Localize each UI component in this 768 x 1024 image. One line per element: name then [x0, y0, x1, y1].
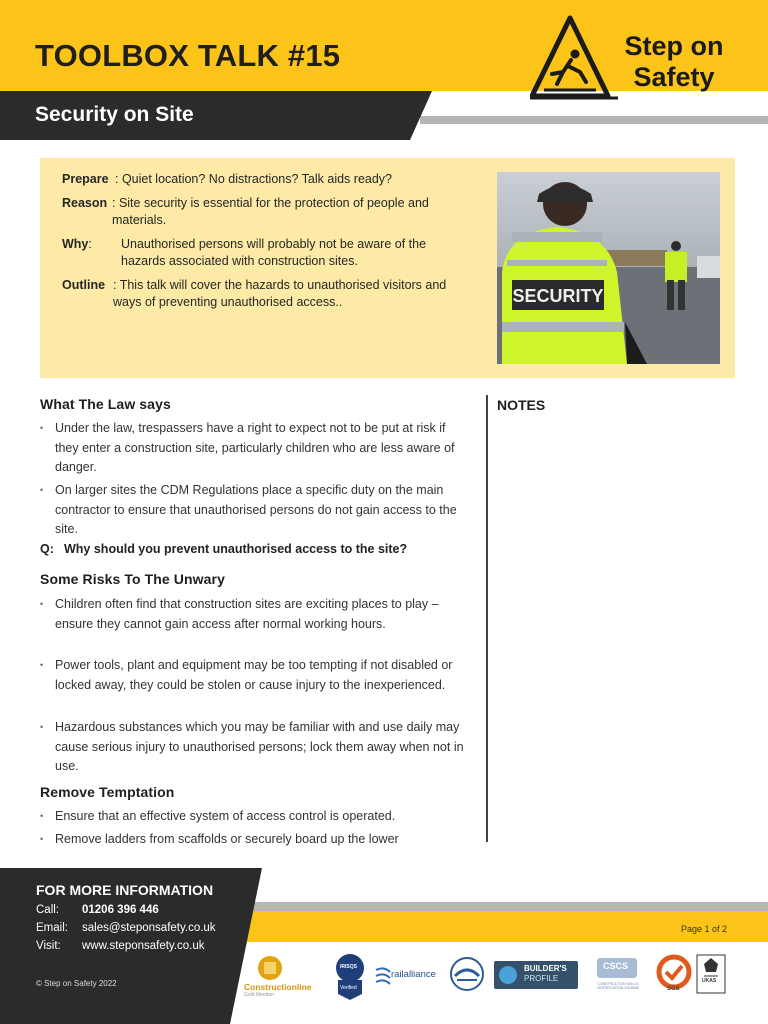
accreditation-logos [244, 952, 744, 1004]
slip-figure-body-icon [552, 60, 586, 84]
safe-contractor-icon [449, 956, 485, 992]
page-number: Page 1 of 2 [681, 924, 728, 934]
railalliance-logo [374, 952, 444, 1000]
bullet-icon: • [40, 722, 44, 732]
builders-profile-text-2: PROFILE [524, 974, 559, 983]
risks-item-3 [40, 718, 470, 777]
logo-line-1: Step on [624, 31, 724, 61]
reason-text: : Site security is essential for the protection of people and materials. [112, 196, 429, 227]
risks-item-1 [40, 595, 470, 634]
logo-line-2: Safety [633, 62, 715, 92]
railalliance-icon [374, 966, 392, 988]
cscs-sub: CONSTRUCTION SKILLS CERTIFICATION SCHEME [596, 982, 640, 990]
irisqs-sub: Verified [340, 985, 357, 991]
page-title: TOOLBOX TALK #15 [35, 38, 341, 73]
slip-figure-head-icon [571, 50, 580, 59]
warning-triangle-icon [532, 18, 608, 96]
why-text: Unauthorised persons will probably not be aware of the hazards associated with construction sites. [121, 237, 427, 268]
logo-wordmark [612, 31, 736, 93]
notes-heading: NOTES [497, 397, 546, 413]
bullet-icon: • [40, 423, 44, 433]
law-item-2-text: On larger sites the CDM Regulations place a specific duty on the main contractor to ensure that unauthorised persons do not gain access to the site. [55, 483, 457, 536]
temptation-item-1-text: Ensure that an effective system of access control is operated. [55, 809, 396, 823]
ukas-text: UKAS [702, 978, 717, 984]
bullet-icon: • [40, 599, 44, 609]
website-link[interactable]: www.steponsafety.co.uk [82, 940, 205, 952]
sgs-logo [654, 952, 694, 1000]
ukas-logo [696, 952, 730, 1000]
law-item-1 [40, 419, 470, 478]
header-grey-rule [420, 116, 768, 124]
sgs-text: SGS [667, 986, 680, 992]
footer-grey-rule [232, 902, 768, 911]
risks-heading: Some Risks To The Unwary [40, 571, 225, 587]
builders-profile-logo [494, 952, 578, 1000]
footer-email [36, 922, 216, 934]
footer-heading: FOR MORE INFORMATION [36, 882, 214, 898]
constructionline-text: Constructionline [244, 982, 312, 992]
visit-label: Visit: [36, 940, 61, 952]
irisqs-logo [334, 952, 366, 1000]
irisqs-text: IRISQS [340, 964, 357, 970]
page-subtitle: Security on Site [35, 103, 194, 126]
risks-item-2 [40, 656, 470, 695]
risks-item-1-text: Children often find that construction sites are exciting places to play – ensure they cannot gain access after normal working hours. [55, 597, 439, 631]
outline-label: Outline [62, 278, 106, 292]
law-item-1-text: Under the law, trespassers have a right to expect not to be put at risk if they enter a construction site, particularly children who are less aware of danger. [55, 421, 455, 474]
safe-contractor-logo [449, 952, 485, 1000]
constructionline-sub: Gold Member [244, 992, 275, 998]
security-photo-illustration [497, 172, 720, 364]
question-label: Q: [40, 542, 54, 556]
railalliance-text: railalliance [391, 969, 436, 980]
law-item-2 [40, 481, 470, 540]
irisqs-badge-icon [334, 952, 366, 1000]
prepare-text: : Quiet location? No distractions? Talk aids ready? [115, 172, 393, 186]
outline-text: : This talk will cover the hazards to unauthorised visitors and ways of preventing unauthorised access.. [113, 278, 447, 309]
constructionline-logo [244, 952, 326, 1000]
bullet-icon: • [40, 660, 44, 670]
builders-profile-text-1: BUILDER'S [524, 964, 567, 973]
vest-security-label: SECURITY [512, 286, 604, 306]
cscs-logo [586, 952, 648, 1000]
bullet-icon: • [40, 834, 44, 844]
email-link[interactable]: sales@steponsafety.co.uk [82, 922, 216, 934]
temptation-item-2 [40, 830, 470, 850]
prepare-label: Prepare [62, 172, 109, 186]
why-label: Why: [62, 237, 92, 251]
email-label: Email: [36, 922, 68, 934]
call-label: Call: [36, 904, 60, 916]
bullet-icon: • [40, 485, 44, 495]
question-text: Why should you prevent unauthorised access to the site? [64, 542, 408, 556]
security-guard-photo [497, 172, 720, 364]
call-number[interactable]: 01206 396 446 [82, 904, 159, 916]
risks-item-3-text: Hazardous substances which you may be familiar with and use daily may cause serious injury to unauthorised persons; lock them away when not in use. [55, 720, 464, 773]
risks-item-2-text: Power tools, plant and equipment may be too tempting if not disabled or locked away, they could be stolen or cause injury to the inexperienced. [55, 658, 453, 692]
notes-divider [486, 395, 488, 842]
footer-visit [36, 940, 205, 952]
cscs-text: CSCS [603, 961, 629, 971]
temptation-item-2-text: Remove ladders from scaffolds or securely board up the lower [55, 832, 399, 846]
copyright: © Step on Safety 2022 [36, 979, 117, 988]
ukas-crown-icon [696, 954, 726, 994]
bullet-icon: • [40, 811, 44, 821]
temptation-heading: Remove Temptation [40, 784, 175, 800]
footer-call [36, 904, 159, 916]
reason-label: Reason [62, 196, 108, 210]
law-heading: What The Law says [40, 396, 171, 412]
law-question [40, 542, 407, 556]
temptation-item-1 [40, 807, 470, 827]
